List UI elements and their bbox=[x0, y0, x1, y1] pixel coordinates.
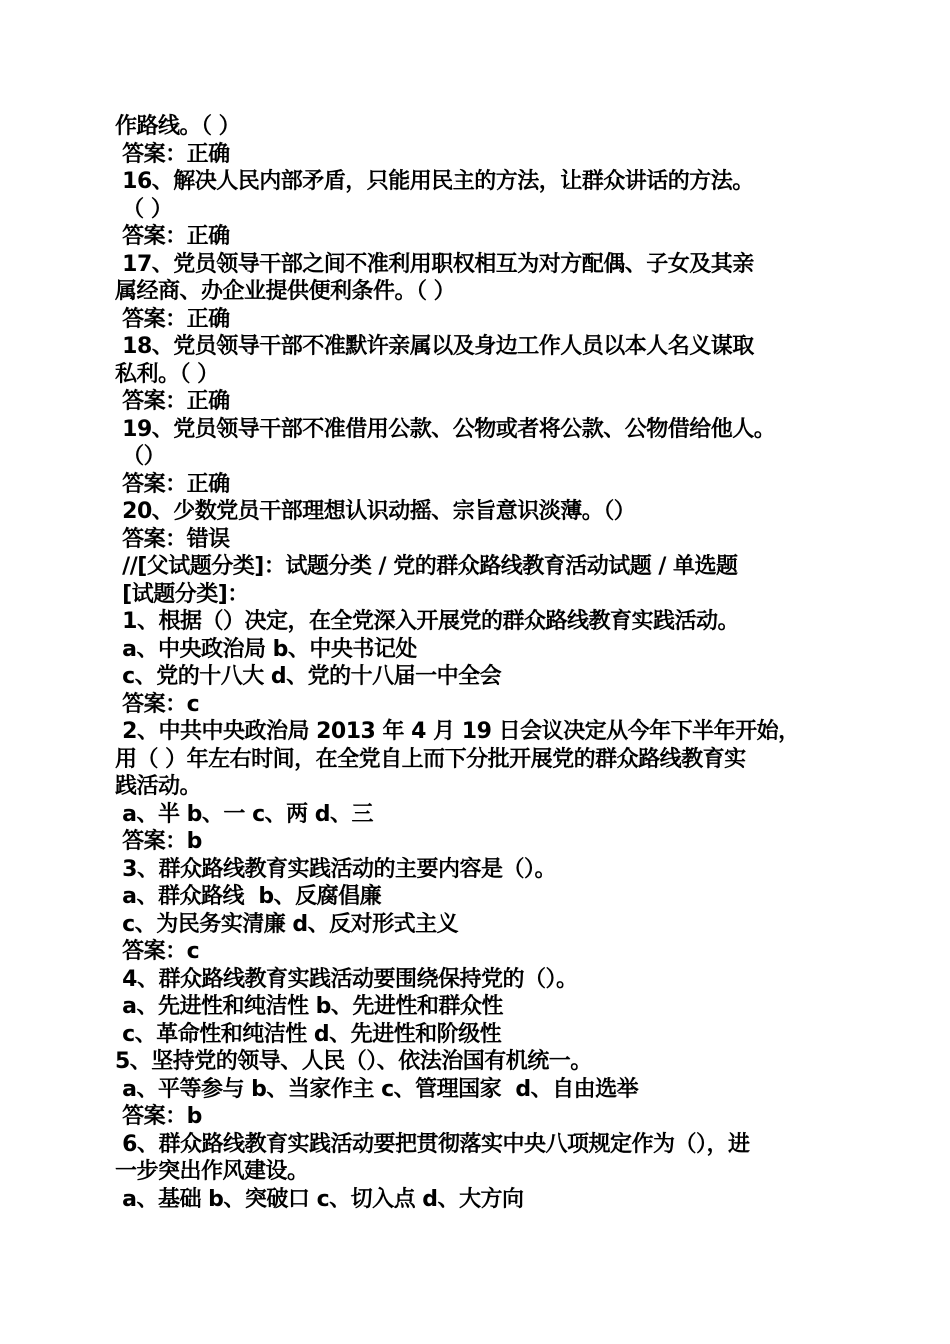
text-line: 属经商、办企业提供便利条件。（ ） bbox=[115, 279, 456, 304]
text-line: （） bbox=[115, 444, 166, 469]
option-line: c、革命性和纯洁性 d、先进性和阶级性 bbox=[115, 1021, 502, 1047]
question-line: 19、党员领导干部不准借用公款、公物或者将公款、公物借给他人。 bbox=[115, 416, 776, 442]
answer-line: 答案：正确 bbox=[115, 471, 230, 497]
document-body bbox=[115, 113, 835, 1213]
question-line: 2、中共中央政治局 2013 年 4 月 19 日会议决定从今年下半年开始， bbox=[115, 719, 800, 744]
option-line: a、半 b、一 c、两 d、三 bbox=[115, 801, 374, 827]
question-line: 20、少数党员干部理想认识动摇、宗旨意识淡薄。（） bbox=[115, 499, 636, 524]
category-line: [试题分类]： bbox=[115, 581, 249, 607]
answer-line: 答案：c bbox=[115, 691, 200, 717]
text-line: 一步突出作风建设。 bbox=[115, 1159, 309, 1184]
question-line: 5、坚持党的领导、人民（）、依法治国有机统一。 bbox=[115, 1049, 592, 1074]
text-line: 私利。（ ） bbox=[115, 361, 219, 387]
option-line: c、为民务实清廉 d、反对形式主义 bbox=[115, 911, 459, 937]
option-line: a、中央政治局 b、中央书记处 bbox=[115, 636, 417, 662]
question-line: 4、群众路线教育实践活动要围绕保持党的（）。 bbox=[115, 966, 578, 992]
text-line: 用（ ）年左右时间，在全党自上而下分批开展党的群众路线教育实 bbox=[115, 746, 746, 772]
category-line: //[父试题分类]：试题分类 / 党的群众路线教育活动试题 / 单选题 bbox=[115, 554, 738, 579]
option-line: a、基础 b、突破口 c、切入点 d、大方向 bbox=[115, 1186, 524, 1212]
option-line: a、平等参与 b、当家作主 c、管理国家 d、自由选举 bbox=[115, 1076, 639, 1102]
answer-line: 答案：b bbox=[115, 1104, 202, 1129]
option-line: a、群众路线 b、反腐倡廉 bbox=[115, 884, 382, 909]
question-line: 16、解决人民内部矛盾，只能用民主的方法，让群众讲话的方法。 bbox=[115, 169, 754, 194]
question-line: 6、群众路线教育实践活动要把贯彻落实中央八项规定作为（），进 bbox=[115, 1131, 750, 1157]
text-line: 践活动。 bbox=[115, 774, 202, 799]
text-line: 作路线。（ ） bbox=[115, 114, 241, 139]
text-line: （ ） bbox=[115, 196, 173, 222]
answer-line: 答案：错误 bbox=[115, 526, 230, 552]
answer-line: 答案：正确 bbox=[115, 141, 230, 167]
question-line: 17、党员领导干部之间不准利用职权相互为对方配偶、子女及其亲 bbox=[115, 251, 754, 277]
question-line: 1、根据（）决定，在全党深入开展党的群众路线教育实践活动。 bbox=[115, 609, 739, 634]
question-line: 18、党员领导干部不准默许亲属以及身边工作人员以本人名义谋取 bbox=[115, 334, 754, 359]
answer-line: 答案：正确 bbox=[115, 224, 230, 249]
option-line: a、先进性和纯洁性 b、先进性和群众性 bbox=[115, 994, 503, 1019]
answer-line: 答案：正确 bbox=[115, 306, 230, 332]
option-line: c、党的十八大 d、党的十八届一中全会 bbox=[115, 664, 502, 689]
answer-line: 答案：c bbox=[115, 939, 200, 964]
answer-line: 答案：b bbox=[115, 829, 202, 854]
answer-line: 答案：正确 bbox=[115, 389, 230, 414]
question-line: 3、群众路线教育实践活动的主要内容是（）。 bbox=[115, 856, 556, 882]
